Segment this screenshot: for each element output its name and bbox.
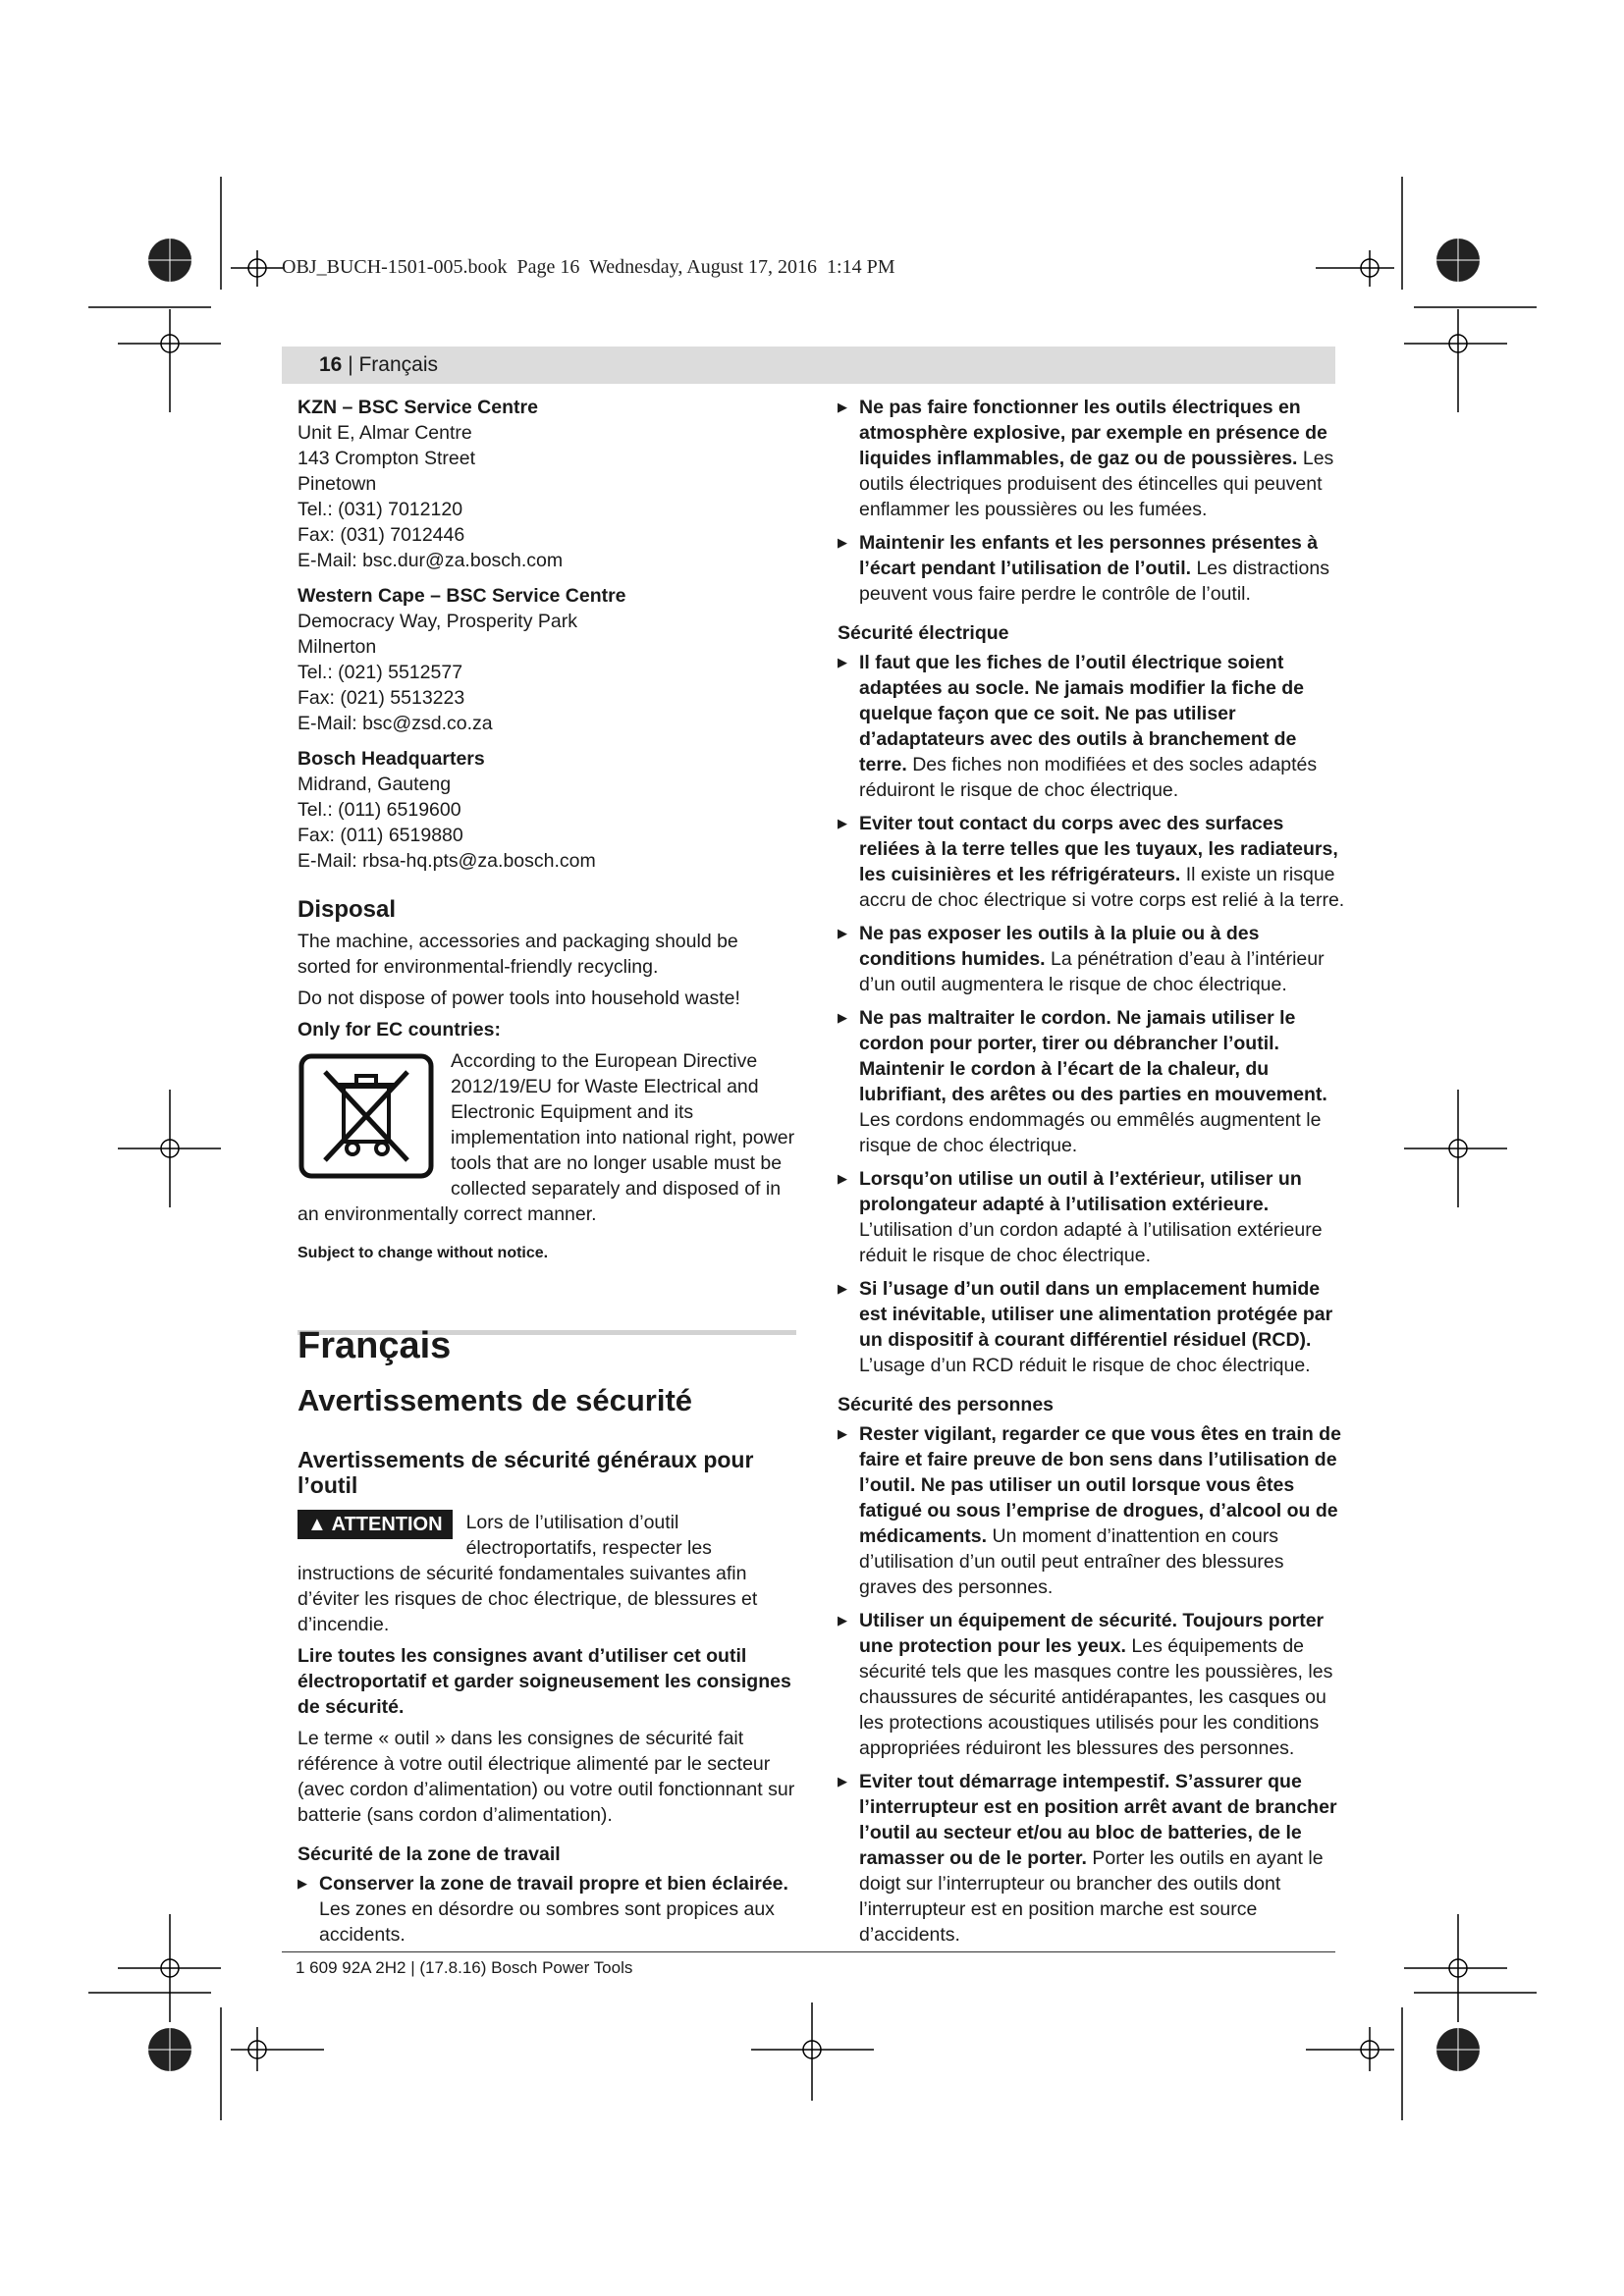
contact-line: Tel.: (021) 5512577: [298, 662, 463, 683]
contact-line: Democracy Way, Prosperity Park: [298, 611, 577, 632]
attention-badge: ▲ ATTENTION: [298, 1510, 453, 1539]
term-definition: Le terme « outil » dans les consignes de sécurité fait référence à votre outil électrique alimenté par le secteur (avec cordon d’alimentation) ou votre outil fonctionnant sur batterie (sans cordon d’alimentation).: [298, 1728, 795, 1826]
list-item: ▶ Si l’usage d’un outil dans un emplacement humide est inévitable, utiliser une alimentation protégée par un dispositif à courant différentiel résiduel (RCD). L’usage d’un RCD réduit le risque de choc électrique.: [838, 1276, 1346, 1378]
change-notice: Subject to change without notice.: [298, 1245, 549, 1261]
contact-line: E-Mail: bsc@zsd.co.za: [298, 713, 493, 734]
left-column: [298, 395, 796, 1266]
contact-line: Fax: (031) 7012446: [298, 524, 465, 546]
safety-title: Avertissements de sécurité: [298, 1383, 693, 1417]
work-area-heading: Sécurité de la zone de travail: [298, 1843, 561, 1865]
contact-line: Pinetown: [298, 473, 377, 495]
contact-title: Western Cape – BSC Service Centre: [298, 585, 626, 607]
contact-line: Fax: (011) 6519880: [298, 825, 463, 846]
list-item: ▶ Utiliser un équipement de sécurité. Toujours porter une protection pour les yeux. Les équipements de sécurité tels que les masques contre les poussières, les chaussures de sécurité antidérapantes, les casques ou les protections acoustiques utilisés pour les conditions appropriées réduiront les blessures des personnes.: [838, 1608, 1346, 1761]
list-item: ▶ Il faut que les fiches de l’outil électrique soient adaptées au socle. Ne jamais modifier la fiche de quelque façon que ce soit. Ne pas utiliser d’adaptateurs avec des outils à branchement de terre. Des fiches non modifiées et des socles adaptés réduiront le risque de choc électrique.: [838, 650, 1346, 803]
list-item: ▶ Eviter tout contact du corps avec des surfaces reliées à la terre telles que les tuyaux, les radiateurs, les cuisinières et les réfrigérateurs. Il existe un risque accru de choc électrique si votre corps est relié à la terre.: [838, 811, 1346, 913]
footer-text: 1 609 92A 2H2 | (17.8.16) Bosch Power Tools: [296, 1958, 633, 1977]
general-warnings-title: Avertissements de sécurité généraux pour l’outil: [298, 1447, 754, 1498]
francais-section: [298, 1325, 796, 1955]
contact-headquarters: [298, 746, 796, 874]
disposal-heading: Disposal: [298, 896, 397, 923]
list-item: ▶ Conserver la zone de travail propre et bien éclairée. Les zones en désordre ou sombres sont propices aux accidents.: [298, 1871, 796, 1948]
contact-line: E-Mail: bsc.dur@za.bosch.com: [298, 550, 564, 571]
contact-line: Tel.: (011) 6519600: [298, 799, 461, 821]
ec-text: According to the European Directive 2012/19/EU for Waste Electrical and Electronic Equipment and its implementation into national right, power tools that are no longer usable must be collected separately and disposed of in an environmentally correct manner.: [298, 1050, 795, 1225]
contact-title: Bosch Headquarters: [298, 748, 485, 770]
contact-kzn: [298, 395, 796, 573]
list-item: ▶ Ne pas exposer les outils à la pluie ou à des conditions humides. La pénétration d’eau à l’intérieur d’un outil augmentera le risque de choc électrique.: [838, 921, 1346, 997]
disposal-text: The machine, accessories and packaging should be sorted for environmental-friendly recycling.: [298, 931, 738, 978]
header-language: Français: [358, 353, 439, 376]
book-slug: OBJ_BUCH-1501-005.book Page 16 Wednesday, August 17, 2016 1:14 PM: [282, 256, 895, 278]
contact-title: KZN – BSC Service Centre: [298, 397, 538, 418]
list-item: ▶ Eviter tout démarrage intempestif. S’assurer que l’interrupteur est en position arrêt avant de brancher l’outil au secteur et/ou au bloc de batteries, de le ramasser ou de le porter. Porter les outils en ayant le doigt sur l’interrupteur ou brancher des outils dont l’interrupteur est en position marche est source d’accidents.: [838, 1769, 1346, 1948]
contact-western-cape: [298, 583, 796, 736]
language-title: Français: [298, 1325, 452, 1366]
attention-block: [298, 1510, 796, 1637]
header-separator: |: [342, 353, 359, 376]
contact-line: E-Mail: rbsa-hq.pts@za.bosch.com: [298, 850, 596, 872]
attention-label: ATTENTION: [331, 1514, 443, 1535]
page-header: [282, 347, 1335, 384]
attention-text: Lors de l’utilisation d’outil électroportatifs, respecter les instructions de sécurité fondamentales suivantes afin d’éviter les risques de choc électrique, de blessures et d’incendie.: [298, 1512, 758, 1635]
right-column: [838, 395, 1346, 1955]
disposal-text: Do not dispose of power tools into household waste!: [298, 988, 740, 1009]
page-number: 16: [319, 353, 343, 376]
ec-heading: Only for EC countries:: [298, 1019, 501, 1041]
personal-safety-heading: Sécurité des personnes: [838, 1394, 1055, 1415]
contact-line: Fax: (021) 5513223: [298, 687, 465, 709]
list-item: ▶ Ne pas maltraiter le cordon. Ne jamais utiliser le cordon pour porter, tirer ou débrancher l’outil. Maintenir le cordon à l’écart de la chaleur, du lubrifiant, des arêtes ou des parties en mouvement. Les cordons endommagés ou emmêlés augmentent le risque de choc électrique.: [838, 1005, 1346, 1158]
contact-line: Midrand, Gauteng: [298, 774, 452, 795]
contact-line: Milnerton: [298, 636, 377, 658]
read-all-instructions: Lire toutes les consignes avant d’utiliser cet outil électroportatif et garder soigneusement les consignes de sécurité.: [298, 1645, 791, 1718]
contact-line: 143 Crompton Street: [298, 448, 476, 469]
electrical-safety-heading: Sécurité électrique: [838, 622, 1009, 644]
contact-line: Unit E, Almar Centre: [298, 422, 472, 444]
contact-line: Tel.: (031) 7012120: [298, 499, 463, 520]
list-item: ▶ Ne pas faire fonctionner les outils électriques en atmosphère explosive, par exemple en présence de liquides inflammables, de gaz ou de poussières. Les outils électriques produisent des étincelles qui peuvent enflammer les poussières ou les fumées.: [838, 395, 1346, 522]
list-item: ▶ Rester vigilant, regarder ce que vous êtes en train de faire et faire preuve de bon sens dans l’utilisation de l’outil. Ne pas utiliser un outil lorsque vous êtes fatigué ou sous l’emprise de drogues, d’alcool ou de médicaments. Un moment d’inattention en cours d’utilisation d’un outil peut entraîner des blessures graves des personnes.: [838, 1421, 1346, 1600]
page-footer: [282, 1951, 1335, 1977]
weee-crossed-bin-icon: [298, 1052, 435, 1180]
list-item: ▶ Lorsqu’on utilise un outil à l’extérieur, utiliser un prolongateur adapté à l’utilisation extérieure. L’utilisation d’un cordon adapté à l’utilisation extérieure réduit le risque de choc électrique.: [838, 1166, 1346, 1268]
ec-block: [298, 1048, 796, 1227]
list-item: ▶ Maintenir les enfants et les personnes présentes à l’écart pendant l’utilisation de l’outil. Les distractions peuvent vous faire perdre le contrôle de l’outil.: [838, 530, 1346, 607]
